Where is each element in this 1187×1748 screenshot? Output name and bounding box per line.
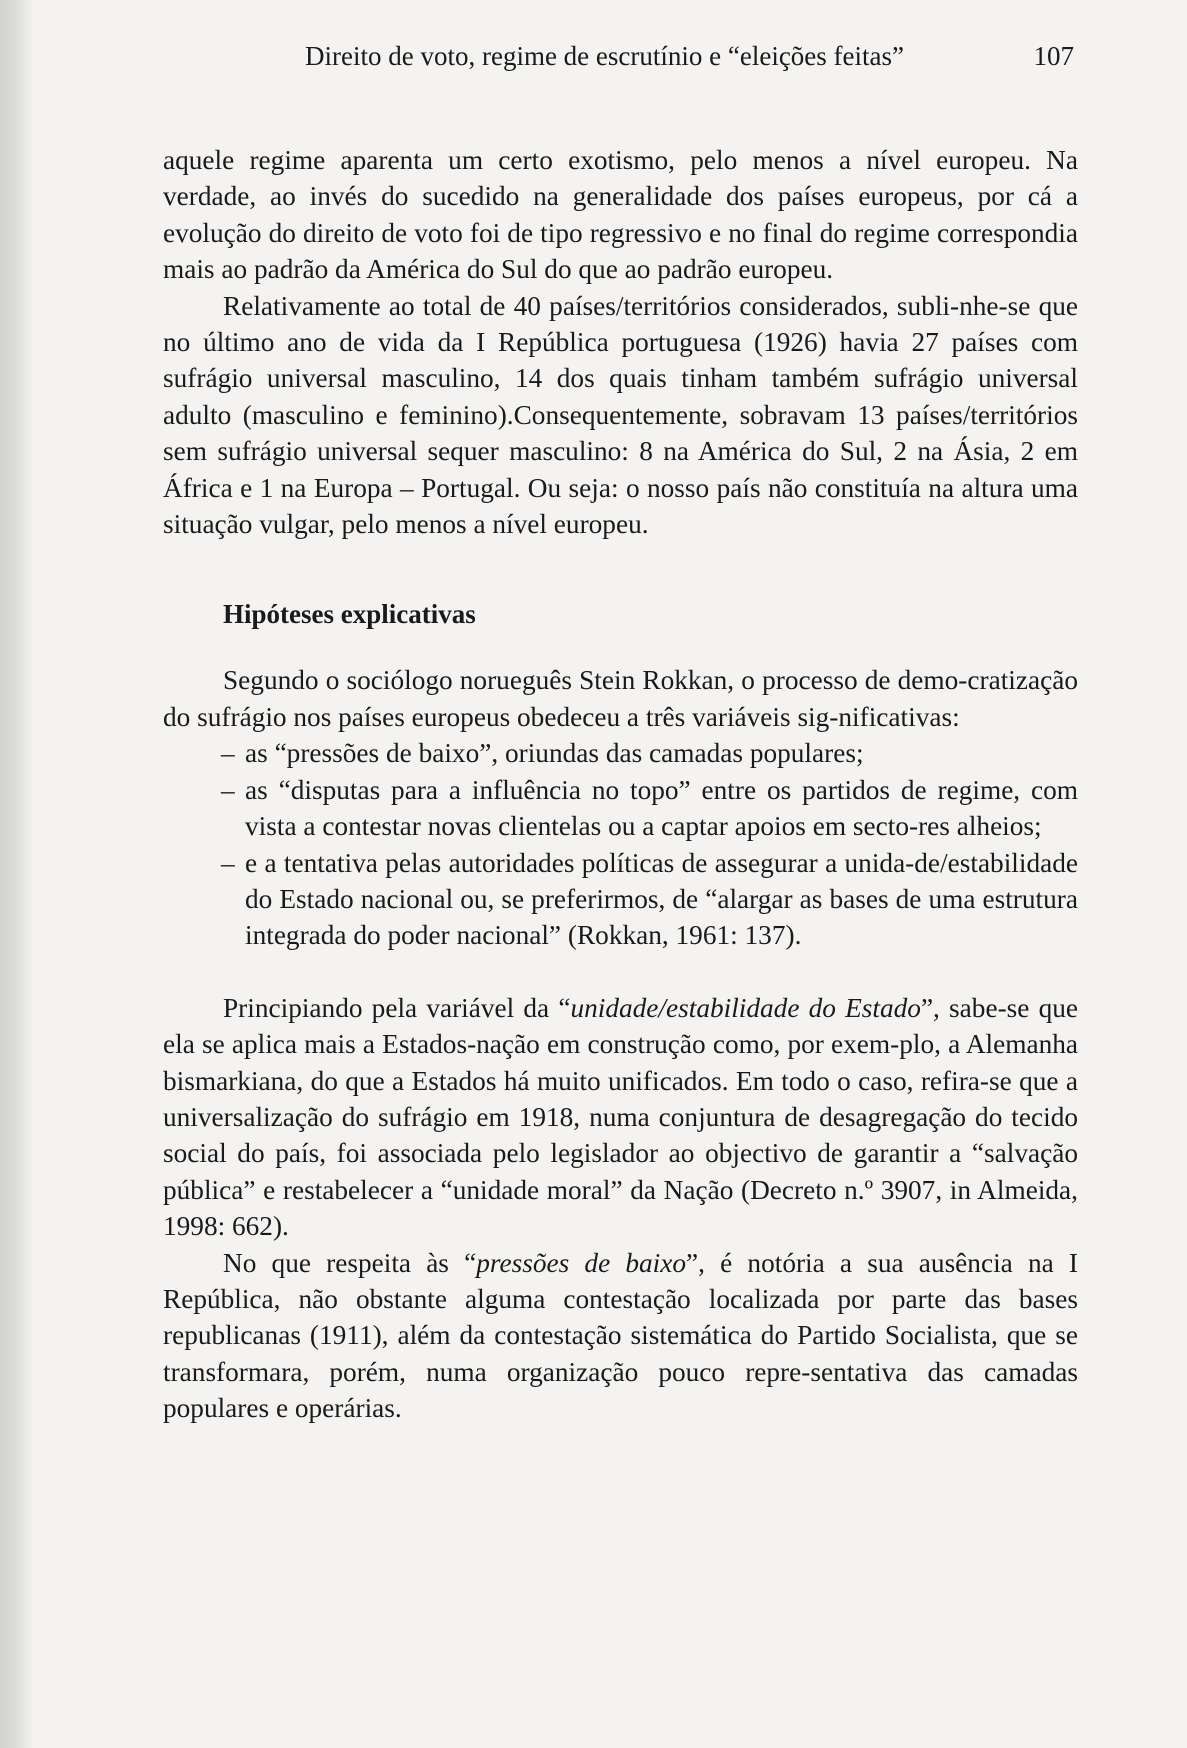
list-item (163, 845, 1078, 954)
paragraph-3: Segundo o sociólogo norueguês Stein Rokkan, o processo de demo-cratização do sufrágio nos países europeus obedeceu a três variáveis sig-nificativas: (163, 665, 1078, 732)
paragraph-5-emphasis: pressões de baixo (476, 1247, 687, 1278)
list-item-text: e a tentativa pelas autoridades políticas de assegurar a unida-de/estabilidade do Estado nacional ou, se preferirmos, de “alargar as bases de uma estrutura integrada do poder nacional” (Rokkan, 1961: 137). (245, 847, 1078, 951)
variables-list (163, 735, 1078, 953)
page-number: 107 (1033, 41, 1074, 71)
list-dash: – (221, 774, 235, 805)
paragraph-4 (163, 990, 1078, 1245)
paragraph-5-rest: ”, é notória a sua ausência na I República, não obstante alguma contestação localizada por parte das bases republicanas (1911), além da contestação sistemática do Partido Socialista, que se transformara, porém, numa organização pouco repre-sentativa das camadas populares e operárias. (163, 1247, 1078, 1424)
section-spacer (163, 954, 1078, 990)
list-item-text: as “disputas para a influência no topo” entre os partidos de regime, com vista a contestar novas clientelas ou a captar apoios em secto-res alheios; (245, 774, 1078, 842)
page-body (163, 142, 1078, 1427)
running-header-title: Direito de voto, regime de escrutínio e “eleições feitas” (305, 41, 904, 71)
running-header (163, 38, 1078, 74)
section-heading: Hipóteses explicativas (223, 599, 476, 630)
paragraph-4-rest: ”, sabe-se que ela se aplica mais a Estados-nação em construção como, por exem-plo, a Alemanha bismarkiana, do que a Estados há muito unificados. Em todo o caso, refira-se que a universalização do sufrágio em 1918, numa conjuntura de desagregação do tecido social do país, foi associada pelo legislador ao objectivo de garantir a “salvação pública” e restabelecer a “unidade moral” da Nação (Decreto n.º 3907, in Almeida, 1998: 662). (163, 992, 1078, 1242)
book-page (163, 0, 1078, 1748)
paragraph-4-emphasis: unidade/estabilidade do Estado (570, 992, 921, 1023)
list-dash: – (221, 847, 235, 878)
list-item-text: as “pressões de baixo”, oriundas das camadas populares; (245, 738, 864, 769)
binding-gutter-shadow (0, 0, 34, 1748)
list-item (163, 735, 1078, 771)
paragraph-5-lead: No que respeita às “ (223, 1247, 477, 1278)
paragraph-5 (163, 1245, 1078, 1427)
list-item (163, 772, 1078, 845)
paragraph-2: Relativamente ao total de 40 países/territórios considerados, subli-nhe-se que no último ano de vida da I República portuguesa (1926) havia 27 países com sufrágio universal masculino, 14 dos quais tinham também sufrágio universal adulto (masculino e feminino).Consequentemente, sobravam 13 países/territórios sem sufrágio universal sequer masculino: 8 na América do Sul, 2 na Ásia, 2 em África e 1 na Europa – Portugal. Ou seja: o nosso país não constituía na altura uma situação vulgar, pelo menos a nível europeu. (163, 290, 1078, 540)
paragraph-1: aquele regime aparenta um certo exotismo, pelo menos a nível europeu. Na verdade, ao invés do sucedido na generalidade dos países europeus, por cá a evolução do direito de voto foi de tipo regressivo e no final do regime correspondia mais ao padrão da América do Sul do que ao padrão europeu. (163, 145, 1078, 285)
paragraph-4-lead: Principiando pela variável da “ (223, 992, 571, 1023)
list-dash: – (221, 738, 235, 769)
